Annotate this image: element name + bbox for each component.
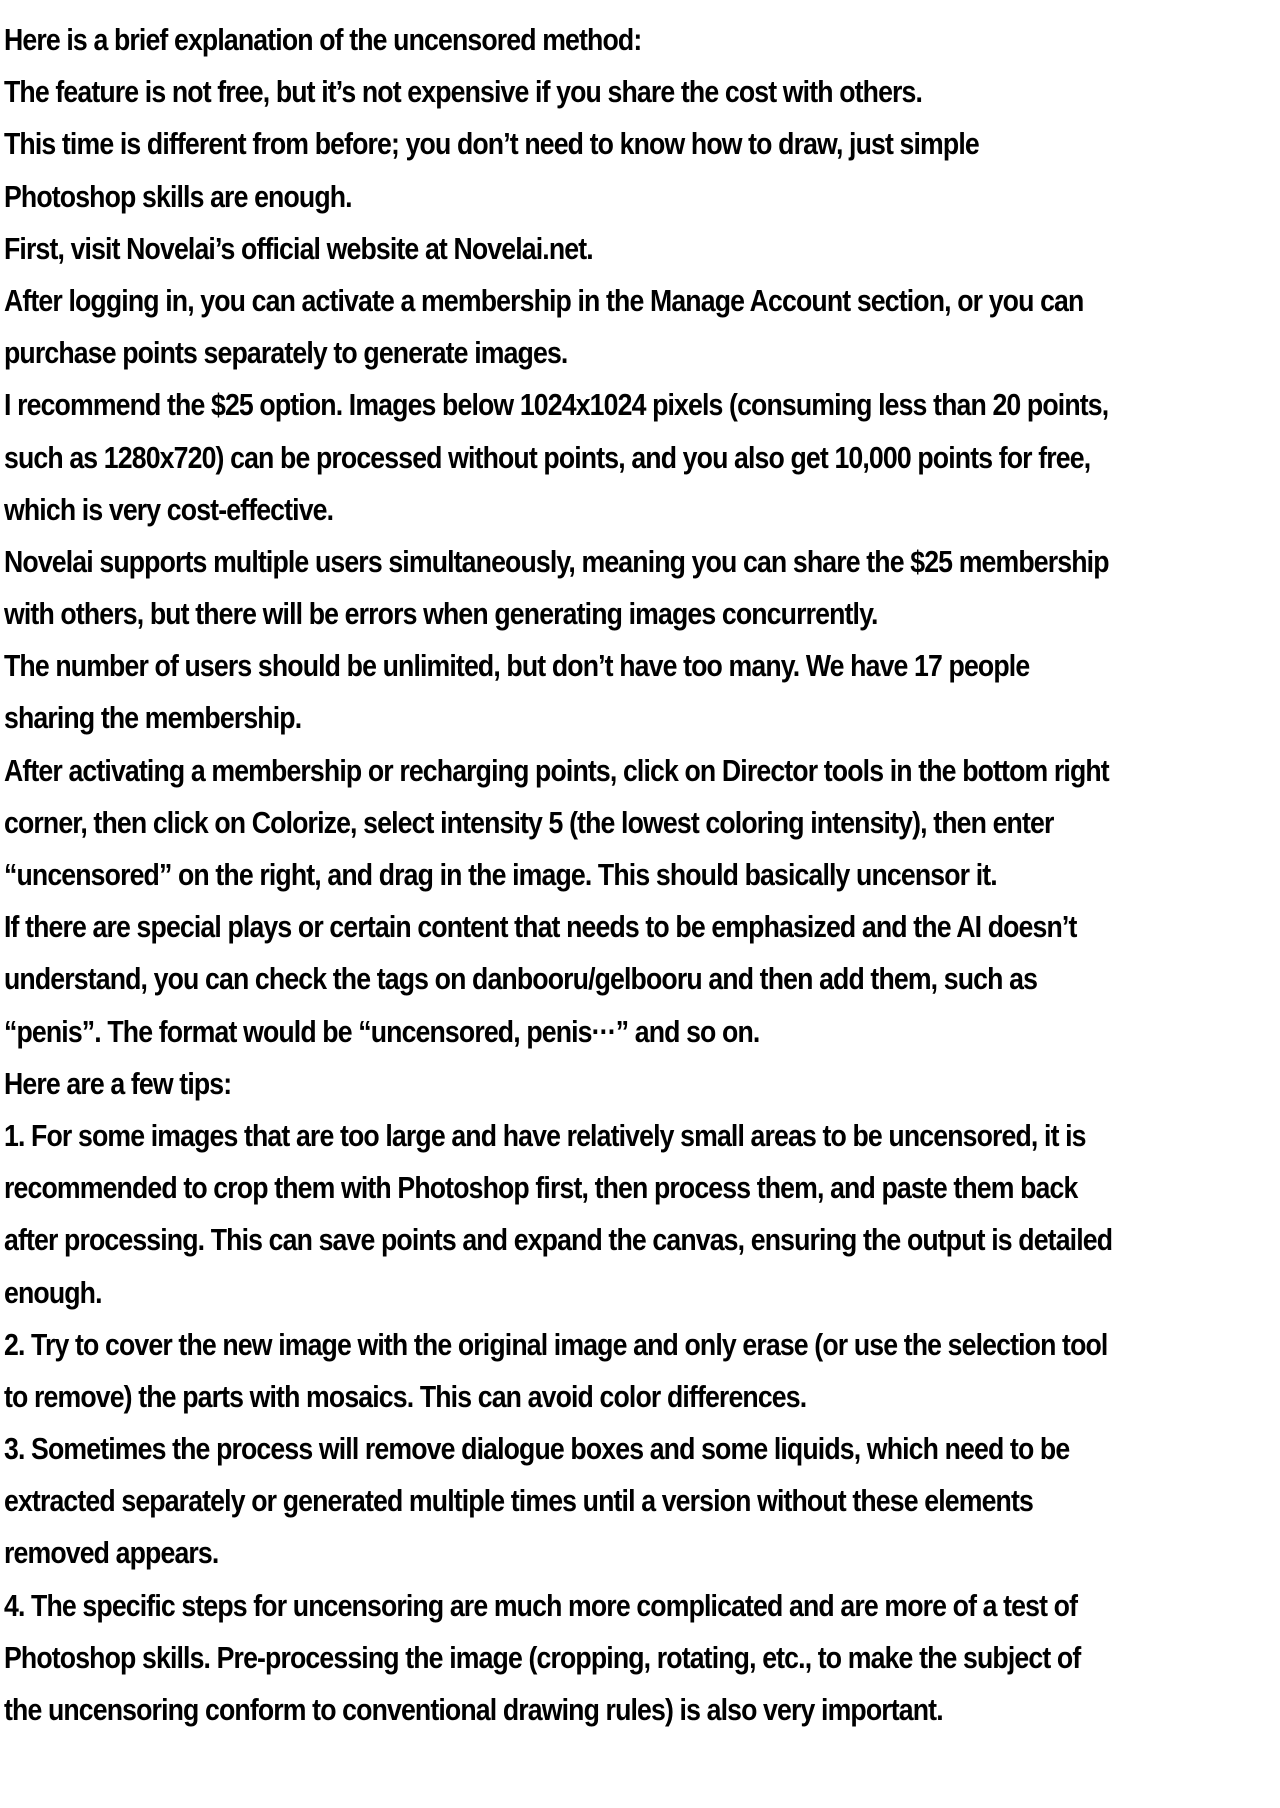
- text-line: I recommend the $25 option. Images below 1024x1024 pixels (consuming less than 20 points,: [4, 387, 1109, 423]
- text-line: the uncensoring conform to conventional drawing rules) is also very important.: [4, 1692, 943, 1727]
- text-line: after processing. This can save points and expand the canvas, ensuring the output is detailed: [4, 1222, 1113, 1258]
- text-line: Here is a brief explanation of the uncensored method:: [4, 22, 642, 57]
- text-line: to remove) the parts with mosaics. This can avoid color differences.: [4, 1378, 807, 1414]
- text-line: such as 1280x720) can be processed without points, and you also get 10,000 points for free,: [4, 439, 1091, 475]
- text-line: “uncensored” on the right, and drag in the image. This should basically uncensor it.: [4, 857, 997, 892]
- text-line: After activating a membership or recharging points, click on Director tools in the bottom right: [4, 752, 1109, 788]
- text-line: extracted separately or generated multiple times until a version without these elements: [4, 1483, 1033, 1519]
- text-line: sharing the membership.: [4, 700, 302, 736]
- text-line: Novelai supports multiple users simultaneously, meaning you can share the $25 membership: [4, 543, 1109, 579]
- text-line: Photoshop skills. Pre-processing the image (cropping, rotating, etc., to make the subject of: [4, 1639, 1081, 1675]
- text-line: After logging in, you can activate a membership in the Manage Account section, or you can: [4, 282, 1084, 318]
- text-line: The feature is not free, but it’s not expensive if you share the cost with others.: [4, 74, 923, 110]
- text-line: corner, then click on Colorize, select intensity 5 (the lowest coloring intensity), then enter: [4, 804, 1054, 840]
- text-line: “penis”. The format would be “uncensored, penis···” and so on.: [4, 1013, 760, 1049]
- text-line: 3. Sometimes the process will remove dialogue boxes and some liquids, which need to be: [4, 1431, 1070, 1467]
- text-line: recommended to crop them with Photoshop first, then process them, and paste them back: [4, 1170, 1078, 1206]
- text-line: enough.: [4, 1274, 102, 1310]
- text-line: understand, you can check the tags on danbooru/gelbooru and then add them, such as: [4, 961, 1038, 997]
- text-line: Here are a few tips:: [4, 1065, 232, 1101]
- text-line: which is very cost-effective.: [4, 491, 334, 527]
- text-line: Photoshop skills are enough.: [4, 178, 352, 214]
- text-line: 1. For some images that are too large and have relatively small areas to be uncensored, it is: [4, 1117, 1086, 1153]
- text-line: removed appears.: [4, 1535, 219, 1571]
- text-line: 4. The specific steps for uncensoring are much more complicated and are more of a test of: [4, 1587, 1078, 1623]
- text-body: [4, 14, 1280, 1736]
- text-line: purchase points separately to generate images.: [4, 335, 568, 371]
- text-line: 2. Try to cover the new image with the original image and only erase (or use the selection tool: [4, 1326, 1108, 1362]
- text-line: First, visit Novelai’s official website at Novelai.net.: [4, 230, 593, 266]
- text-line: If there are special plays or certain content that needs to be emphasized and the AI doesn’t: [4, 909, 1077, 945]
- text-line: with others, but there will be errors when generating images concurrently.: [4, 596, 878, 632]
- text-line: This time is different from before; you don’t need to know how to draw, just simple: [4, 126, 979, 162]
- text-line: The number of users should be unlimited, but don’t have too many. We have 17 people: [4, 648, 1030, 684]
